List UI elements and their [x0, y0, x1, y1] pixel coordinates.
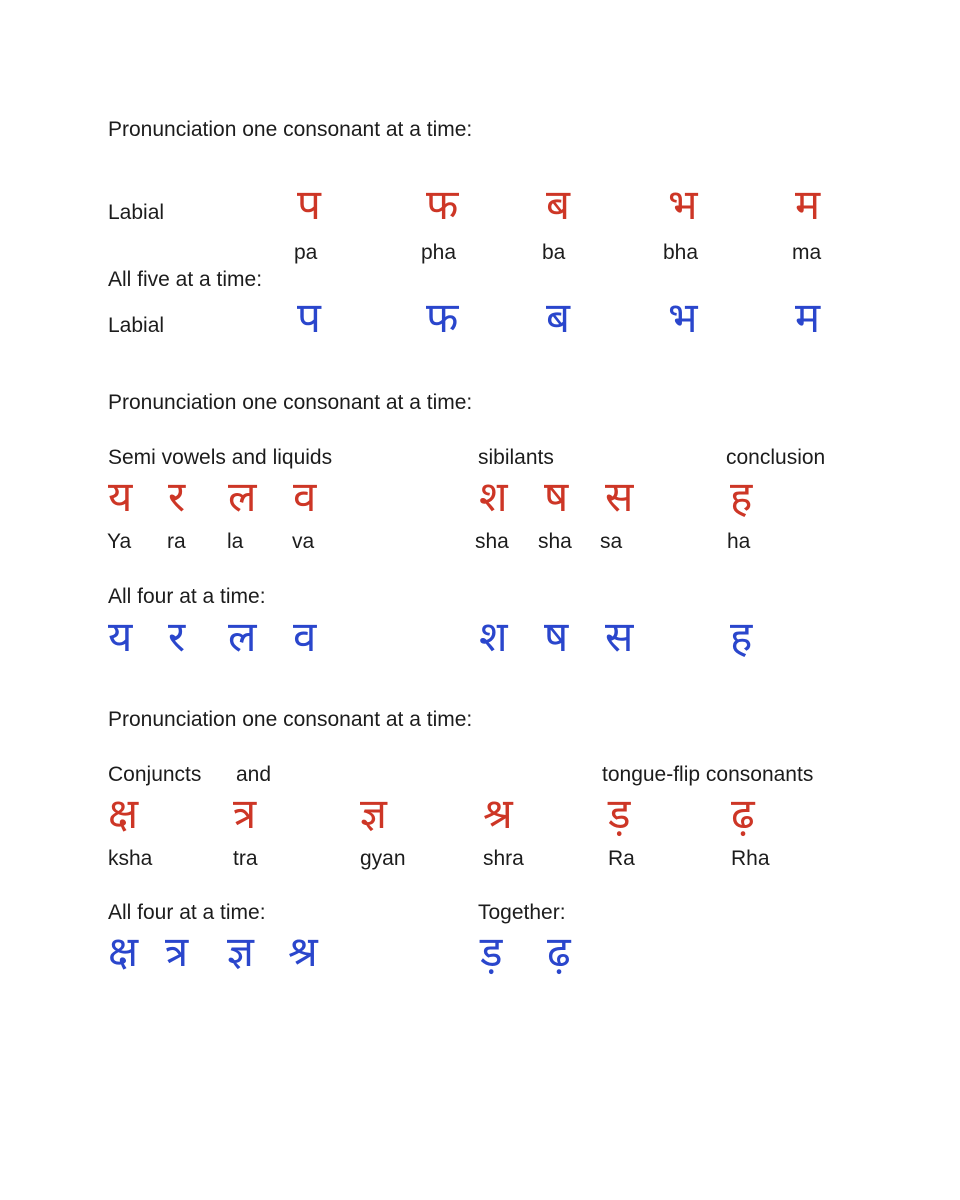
section2-all-label: All four at a time:	[108, 585, 266, 608]
letter-pha-blue: फ	[426, 294, 459, 341]
letter-bha-blue: भ	[668, 294, 698, 341]
letter-sha-red: श	[479, 473, 508, 520]
letter-ma-red: म	[795, 181, 821, 228]
letter-tra-red: त्र	[233, 790, 257, 837]
letter-va-blue: व	[293, 613, 317, 660]
roman-Ya: Ya	[107, 530, 132, 553]
roman-ha: ha	[727, 530, 751, 553]
letter-ha-red: ह	[730, 473, 753, 520]
letter-sa-blue: स	[605, 613, 634, 660]
letter-ssha-blue: ष	[544, 613, 569, 660]
letter-ksha-blue: क्ष	[108, 928, 139, 975]
roman-sha: sha	[475, 530, 509, 553]
roman-ma: ma	[792, 241, 822, 264]
letter-pa-blue: प	[297, 294, 321, 341]
roman-ksha: ksha	[108, 847, 153, 870]
letter-la-red: ल	[228, 473, 257, 520]
section1-group-label-2: Labial	[108, 314, 165, 337]
letter-ra-blue: र	[168, 613, 186, 660]
letter-ra-red: र	[168, 473, 186, 520]
roman-sa: sa	[600, 530, 623, 553]
section1-heading: Pronunciation one consonant at a time:	[108, 118, 473, 141]
letter-la-blue: ल	[228, 613, 257, 660]
roman-bha: bha	[663, 241, 699, 264]
section2-label-middle: sibilants	[478, 446, 554, 469]
section2-label-right: conclusion	[726, 446, 826, 469]
letter-gyan-blue: ज्ञ	[227, 928, 254, 975]
section3-heading: Pronunciation one consonant at a time:	[108, 708, 473, 731]
roman-ba: ba	[542, 241, 566, 264]
roman-pha: pha	[421, 241, 457, 264]
roman-va: va	[292, 530, 315, 553]
letter-ha-blue: ह	[730, 613, 753, 660]
roman-shra: shra	[483, 847, 524, 870]
roman-Ra: Ra	[608, 847, 635, 870]
letter-rra-red: ड़	[608, 790, 631, 837]
section1-group-label: Labial	[108, 201, 165, 224]
letter-ssha-red: ष	[544, 473, 569, 520]
roman-pa: pa	[294, 241, 318, 264]
letter-va-red: व	[293, 473, 317, 520]
section3-together-label: Together:	[478, 901, 566, 924]
letter-ba-red: ब	[546, 181, 570, 228]
letter-sa-red: स	[605, 473, 634, 520]
section2-label-left: Semi vowels and liquids	[108, 446, 333, 469]
letter-sha-blue: श	[479, 613, 508, 660]
letter-tra-blue: त्र	[165, 928, 189, 975]
section3-label-left: Conjuncts	[108, 763, 202, 786]
letter-gyan-red: ज्ञ	[360, 790, 387, 837]
roman-gyan: gyan	[360, 847, 406, 870]
letter-pha-red: फ	[426, 181, 459, 228]
letter-shra-red: श्र	[483, 790, 513, 837]
letter-pa-red: प	[297, 181, 321, 228]
roman-la: la	[227, 530, 244, 553]
section3-label-right: tongue-flip consonants	[602, 763, 814, 786]
roman-tra: tra	[233, 847, 258, 870]
section3-label-left2: and	[236, 763, 272, 786]
letter-rha-blue: ढ़	[547, 928, 571, 975]
section3-all-label: All four at a time:	[108, 901, 266, 924]
letter-rra-blue: ड़	[480, 928, 503, 975]
letter-rha-red: ढ़	[731, 790, 755, 837]
letter-ba-blue: ब	[546, 294, 570, 341]
roman-sha2: sha	[538, 530, 572, 553]
letter-ya-blue: य	[108, 613, 133, 660]
letter-bha-red: भ	[668, 181, 698, 228]
letter-ya-red: य	[108, 473, 133, 520]
roman-Rha: Rha	[731, 847, 770, 870]
section1-all-label: All five at a time:	[108, 268, 263, 291]
letter-ksha-red: क्ष	[108, 790, 139, 837]
letter-shra-blue: श्र	[288, 928, 318, 975]
letter-ma-blue: म	[795, 294, 821, 341]
roman-ra: ra	[167, 530, 186, 553]
section2-heading: Pronunciation one consonant at a time:	[108, 391, 473, 414]
